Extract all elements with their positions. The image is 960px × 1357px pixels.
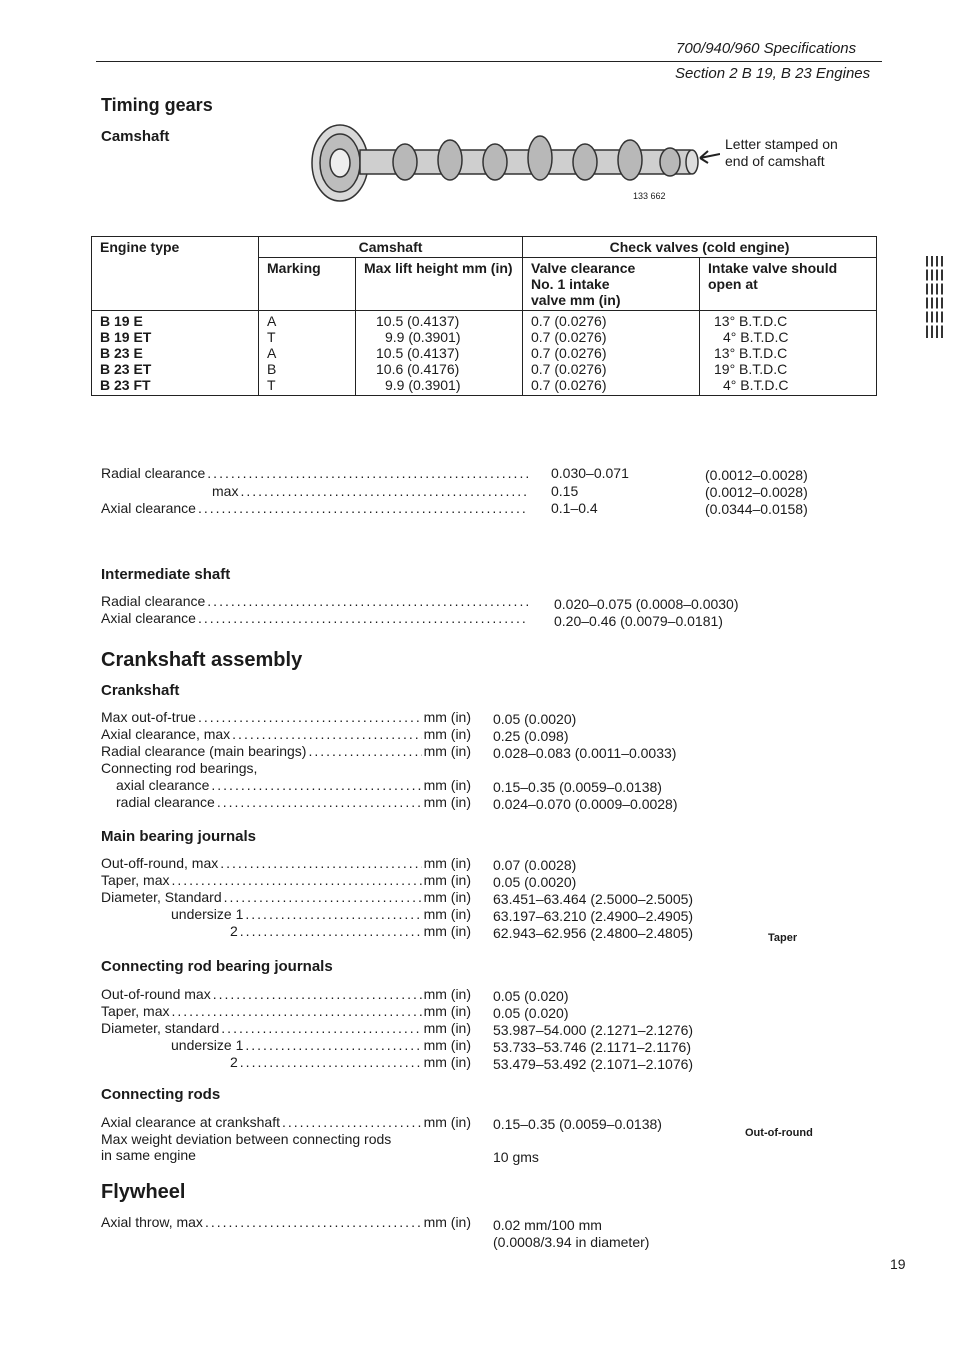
cj-taper-value: 0.05 (0.020): [493, 1005, 569, 1021]
conrod-journals-heading: Connecting rod bearing journals: [101, 958, 333, 975]
fw-throw-value1: 0.02 mm/100 mm: [493, 1217, 602, 1233]
header-subtitle: Section 2 B 19, B 23 Engines: [675, 65, 871, 82]
cj-dia-row: Diameter, standard ..... mm (in): [101, 1020, 471, 1036]
crank-conrod-radial-value: 0.024–0.070 (0.0009–0.0028): [493, 796, 678, 812]
crankshaft-assembly-heading: Crankshaft assembly: [101, 649, 303, 671]
mb-dia-row: Diameter, Standard ..... mm (in): [101, 889, 471, 905]
cr-axial-value: 0.15–0.35 (0.0059–0.0138): [493, 1116, 662, 1132]
cj-us2-row: 2 ..... mm (in): [230, 1054, 471, 1070]
cam-axial-clearance-row: Axial clearance .....: [101, 500, 531, 516]
mb-taper-row: Taper, max ..... mm (in): [101, 872, 471, 888]
col-engine-type: B 19 E B 19 ET B 23 E B 23 ET B 23 FT: [92, 311, 259, 396]
crank-outoftrue-row: Max out-of-true ..... mm (in): [101, 709, 471, 725]
intermediate-shaft-heading: Intermediate shaft: [101, 566, 231, 583]
cam-radial-clearance-row: Radial clearance .....: [101, 465, 531, 481]
conrods-heading: Connecting rods: [101, 1086, 221, 1103]
cr-weight-label1: Max weight deviation between connecting rods: [101, 1131, 392, 1147]
col-max-lift: 10.5 (0.4137) 9.9 (0.3901) 10.5 (0.4137) 10.6 (0.4176) 9.9 (0.3901): [356, 311, 523, 396]
cj-us1-row: undersize 1 ..... mm (in): [171, 1037, 471, 1053]
cj-oor-row: Out-of-round max ..... mm (in): [101, 986, 471, 1002]
th-marking: Marking: [259, 258, 356, 311]
cj-us1-value: 53.733–53.746 (2.1171–2.1176): [493, 1039, 691, 1055]
header-rule: [96, 61, 882, 62]
th-camshaft: Camshaft: [259, 237, 523, 258]
mb-oor-value: 0.07 (0.0028): [493, 857, 577, 873]
int-radial-value: 0.020–0.075 (0.0008–0.0030): [554, 596, 739, 612]
col-marking: A T A B T: [259, 311, 356, 396]
camshaft-illustration: [300, 118, 720, 218]
crank-radialmain-row: Radial clearance (main bearings) ..... mm (in): [101, 743, 471, 759]
col-valve-clearance: 0.7 (0.0276) 0.7 (0.0276) 0.7 (0.0276) 0.7 (0.0276) 0.7 (0.0276): [523, 311, 700, 396]
cr-weight-label2: in same engine: [101, 1147, 196, 1163]
crank-conrod-label: Connecting rod bearings,: [101, 760, 258, 776]
camshaft-spec-table: [91, 236, 877, 396]
fw-throw-value2: (0.0008/3.94 in diameter): [493, 1234, 650, 1250]
th-intake-open: Intake valve should open at: [700, 258, 877, 311]
cam-max-in: (0.0012–0.0028): [705, 484, 808, 500]
crank-outoftrue-value: 0.05 (0.0020): [493, 711, 577, 727]
th-max-lift: Max lift height mm (in): [356, 258, 523, 311]
camshaft-heading: Camshaft: [101, 128, 170, 145]
oor-figure-label: Out-of-round: [745, 1127, 813, 1139]
page-number: 19: [890, 1256, 906, 1272]
crank-conrod-axial-value: 0.15–0.35 (0.0059–0.0138): [493, 779, 662, 795]
int-axial-row: Axial clearance .....: [101, 610, 531, 626]
th-check-valves: Check valves (cold engine): [523, 237, 877, 258]
figure-number: 133 662: [633, 191, 666, 201]
cj-dia-value: 53.987–54.000 (2.1271–2.1276): [493, 1022, 694, 1038]
crank-axialmax-row: Axial clearance, max ..... mm (in): [101, 726, 471, 742]
mb-oor-row: Out-off-round, max ..... mm (in): [101, 855, 471, 871]
figure-callout-line2: end of camshaft: [725, 153, 825, 169]
crankshaft-heading: Crankshaft: [101, 682, 180, 699]
col-intake-open: 13° B.T.D.C 4° B.T.D.C 13° B.T.D.C 19° B.T.D.C 4° B.T.D.C: [700, 311, 877, 396]
mb-us2-value: 62.943–62.956 (2.4800–2.4805): [493, 925, 694, 941]
cj-us2-value: 53.479–53.492 (2.1071–2.1076): [493, 1056, 694, 1072]
main-bearing-heading: Main bearing journals: [101, 828, 257, 845]
crank-radialmain-value: 0.028–0.083 (0.0011–0.0033): [493, 745, 677, 761]
cam-max-clearance-row: max .....: [212, 483, 531, 499]
taper-figure-label: Taper: [768, 932, 798, 944]
crank-conrod-axial-row: axial clearance ..... mm (in): [116, 777, 471, 793]
cr-weight-value: 10 gms: [493, 1149, 539, 1165]
mb-dia-value: 63.451–63.464 (2.5000–2.5005): [493, 891, 694, 907]
section-thumb-index-icon: [924, 252, 946, 342]
mb-us1-row: undersize 1 ..... mm (in): [171, 906, 471, 922]
cam-max-mm: 0.15: [551, 483, 579, 499]
mb-taper-value: 0.05 (0.0020): [493, 874, 577, 890]
cj-oor-value: 0.05 (0.020): [493, 988, 569, 1004]
int-radial-row: Radial clearance .....: [101, 593, 531, 609]
int-axial-value: 0.20–0.46 (0.0079–0.0181): [554, 613, 723, 629]
cr-axial-row: Axial clearance at crankshaft ..... mm (in): [101, 1114, 471, 1130]
th-valve-clearance: Valve clearance No. 1 intake valve mm (in): [523, 258, 700, 311]
figure-callout-line1: Letter stamped on: [725, 136, 838, 152]
table-body-row: [92, 311, 877, 396]
cam-axial-in: (0.0344–0.0158): [705, 501, 808, 517]
fw-throw-row: Axial throw, max ..... mm (in): [101, 1214, 471, 1230]
mb-us2-row: 2 ..... mm (in): [230, 923, 471, 939]
crank-conrod-radial-row: radial clearance ..... mm (in): [116, 794, 471, 810]
cam-radial-in: (0.0012–0.0028): [705, 467, 808, 483]
mb-us1-value: 63.197–63.210 (2.4900–2.4905): [493, 908, 694, 924]
cj-taper-row: Taper, max ..... mm (in): [101, 1003, 471, 1019]
timing-gears-heading: Timing gears: [101, 95, 213, 115]
header-title: 700/940/960 Specifications: [676, 40, 857, 57]
crank-axialmax-value: 0.25 (0.098): [493, 728, 569, 744]
cam-axial-mm: 0.1–0.4: [551, 500, 598, 516]
flywheel-heading: Flywheel: [101, 1181, 186, 1203]
th-engine-type: Engine type: [92, 237, 259, 311]
cam-radial-mm: 0.030–0.071: [551, 465, 629, 481]
